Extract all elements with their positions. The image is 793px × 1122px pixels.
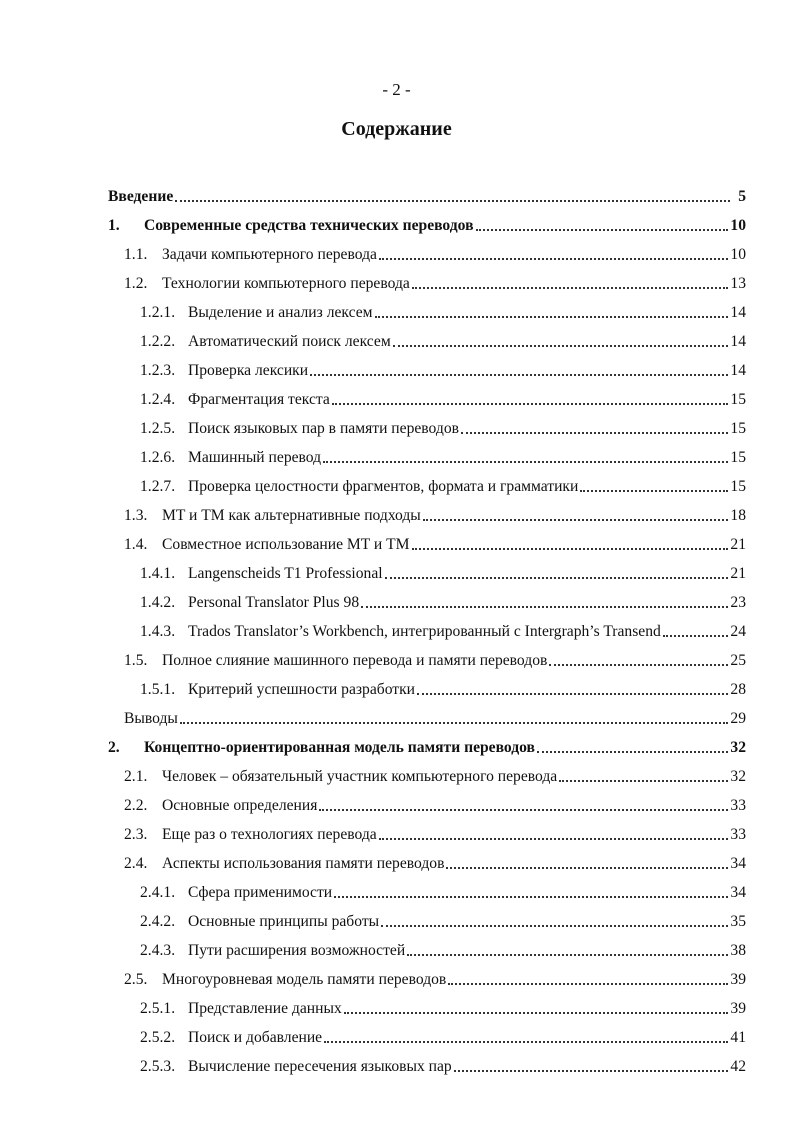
toc-entry-title: Автоматический поиск лексем — [188, 333, 391, 350]
toc-entry[interactable] — [108, 381, 746, 410]
toc-dot-leader — [461, 431, 728, 434]
toc-entry-title: Сфера применимости — [188, 884, 333, 901]
toc-entry[interactable] — [108, 816, 746, 845]
toc-entry-title: Поиск и добавление — [188, 1029, 323, 1046]
toc-entry[interactable] — [108, 613, 746, 642]
toc-entry-page: 15 — [730, 449, 746, 466]
toc-entry[interactable] — [108, 1048, 746, 1077]
toc-dot-leader — [344, 1011, 729, 1014]
toc-entry[interactable] — [108, 323, 746, 352]
toc-entry-number: 1.2.4. — [140, 391, 176, 408]
toc-entry-title: Введение — [108, 188, 174, 205]
toc-entry[interactable] — [108, 555, 746, 584]
toc-entry-title: Основные принципы работы — [188, 913, 380, 930]
toc-entry-page: 15 — [730, 420, 746, 437]
toc-entry-title: Современные средства технических переводов — [144, 217, 474, 234]
toc-dot-leader — [446, 866, 728, 869]
toc-entry-number: 1.1. — [124, 246, 148, 263]
toc-entry-page: 28 — [730, 681, 746, 698]
toc-dot-leader — [381, 924, 728, 927]
toc-entry-page: 25 — [730, 652, 746, 669]
toc-entry-number: 2.4. — [124, 855, 148, 872]
toc-dot-leader — [412, 547, 729, 550]
toc-entry-page: 32 — [730, 768, 746, 785]
toc-entry-title: Выводы — [124, 710, 178, 727]
toc-dot-leader — [324, 1040, 728, 1043]
toc-entry-number: 1.2.5. — [140, 420, 176, 437]
toc-entry[interactable] — [108, 584, 746, 613]
toc-entry[interactable] — [108, 787, 746, 816]
toc-entry[interactable] — [108, 265, 746, 294]
toc-entry-title: Человек – обязательный участник компьютерного перевода — [162, 768, 558, 785]
toc-entry-page: 32 — [730, 739, 746, 756]
toc-dot-leader — [175, 199, 730, 202]
toc-entry-title: Trados Translator’s Workbench, интегрированный с Intergraph’s Transend — [188, 623, 661, 640]
toc-entry-title: Вычисление пересечения языковых пар — [188, 1058, 452, 1075]
toc-entry-number: 1.3. — [124, 507, 148, 524]
toc-entry-number: 1.4. — [124, 536, 148, 553]
toc-entry-number: 2.2. — [124, 797, 148, 814]
toc-dot-leader — [448, 982, 728, 985]
toc-dot-leader — [393, 344, 729, 347]
toc-dot-leader — [417, 692, 728, 695]
toc-entry[interactable] — [108, 874, 746, 903]
toc-dot-leader — [476, 228, 729, 231]
toc-dot-leader — [379, 837, 729, 840]
toc-entry[interactable] — [108, 294, 746, 323]
toc-entry[interactable] — [108, 700, 746, 729]
toc-entry-page: 24 — [730, 623, 746, 640]
toc-entry-number: 2.4.1. — [140, 884, 176, 901]
toc-dot-leader — [332, 402, 729, 405]
toc-entry-number: 2.4.3. — [140, 942, 176, 959]
toc-dot-leader — [549, 663, 728, 666]
toc-entry-page: 15 — [730, 391, 746, 408]
toc-entry-title: Еще раз о технологиях перевода — [162, 826, 377, 843]
toc-dot-leader — [407, 953, 728, 956]
toc-entry[interactable] — [108, 410, 746, 439]
toc-entry-page: 21 — [730, 565, 746, 582]
toc-dot-leader — [361, 605, 728, 608]
toc-entry[interactable] — [108, 729, 746, 758]
toc-entry-title: Поиск языковых пар в памяти переводов — [188, 420, 459, 437]
toc-entry[interactable] — [108, 178, 746, 207]
toc-entry-number: 2. — [108, 739, 120, 756]
toc-entry[interactable] — [108, 1019, 746, 1048]
toc-entry-page: 14 — [730, 333, 746, 350]
toc-dot-leader — [580, 489, 728, 492]
toc-entry-page: 13 — [730, 275, 746, 292]
toc-entry-number: 1.4.3. — [140, 623, 176, 640]
toc-entry-title: MT и TM как альтернативные подходы — [162, 507, 421, 524]
toc-entry-page: 23 — [730, 594, 746, 611]
toc-entry-number: 1.4.1. — [140, 565, 176, 582]
toc-entry-page: 42 — [730, 1058, 746, 1075]
toc-entry[interactable] — [108, 671, 746, 700]
toc-entry-page: 29 — [730, 710, 746, 727]
toc-entry-title: Langenscheids T1 Professional — [188, 565, 383, 582]
toc-entry[interactable] — [108, 352, 746, 381]
toc-dot-leader — [537, 750, 728, 753]
toc-entry-page: 33 — [730, 826, 746, 843]
toc-dot-leader — [323, 460, 728, 463]
toc-entry-title: Технологии компьютерного перевода — [162, 275, 410, 292]
toc-entry[interactable] — [108, 932, 746, 961]
toc-entry-number: 2.3. — [124, 826, 148, 843]
toc-entry[interactable] — [108, 903, 746, 932]
toc-entry-page: 14 — [730, 304, 746, 321]
toc-entry-title: Многоуровневая модель памяти переводов — [162, 971, 447, 988]
toc-entry-number: 1.2.3. — [140, 362, 176, 379]
toc-entry-number: 1.2.1. — [140, 304, 176, 321]
toc-dot-leader — [385, 576, 729, 579]
toc-dot-leader — [334, 895, 728, 898]
toc-entry-page: 10 — [730, 246, 746, 263]
toc-entry-title: Фрагментация текста — [188, 391, 330, 408]
toc-entry-page: 34 — [730, 884, 746, 901]
toc-entry-page: 39 — [730, 1000, 746, 1017]
toc-entry-number: 1.5.1. — [140, 681, 176, 698]
toc-entry[interactable] — [108, 961, 746, 990]
toc-dot-leader — [319, 808, 728, 811]
table-of-contents — [108, 178, 746, 1077]
toc-entry-page: 15 — [730, 478, 746, 495]
toc-entry-number: 1.2.7. — [140, 478, 176, 495]
toc-entry-title: Проверка лексики — [188, 362, 309, 379]
page-number: - 2 - — [382, 80, 411, 99]
toc-entry-title: Задачи компьютерного перевода — [162, 246, 377, 263]
toc-entry-title: Аспекты использования памяти переводов — [162, 855, 445, 872]
toc-entry-page: 14 — [730, 362, 746, 379]
toc-entry-page: 10 — [730, 217, 746, 234]
toc-entry-page: 5 — [738, 188, 746, 205]
toc-entry[interactable] — [108, 207, 746, 236]
toc-dot-leader — [310, 373, 728, 376]
toc-entry-number: 2.5.1. — [140, 1000, 176, 1017]
toc-entry-number: 1.4.2. — [140, 594, 176, 611]
toc-entry-title: Проверка целостности фрагментов, формата и грамматики — [188, 478, 579, 495]
toc-entry-title: Машинный перевод — [188, 449, 322, 466]
toc-entry-title: Представление данных — [188, 1000, 342, 1017]
toc-entry-title: Концептно-ориентированная модель памяти переводов — [144, 739, 535, 756]
toc-entry-page: 34 — [730, 855, 746, 872]
toc-entry-number: 1.2.2. — [140, 333, 176, 350]
toc-entry-title: Personal Translator Plus 98 — [188, 594, 360, 611]
toc-entry-page: 18 — [730, 507, 746, 524]
toc-dot-leader — [454, 1069, 729, 1072]
toc-entry[interactable] — [108, 468, 746, 497]
toc-entry[interactable] — [108, 990, 746, 1019]
toc-entry[interactable] — [108, 758, 746, 787]
toc-entry[interactable] — [108, 439, 746, 468]
toc-dot-leader — [559, 779, 728, 782]
toc-entry-number: 1. — [108, 217, 120, 234]
toc-entry-page: 38 — [730, 942, 746, 959]
toc-dot-leader — [375, 315, 729, 318]
toc-entry[interactable] — [108, 497, 746, 526]
toc-dot-leader — [379, 257, 728, 260]
toc-dot-leader — [663, 634, 729, 637]
toc-entry-title: Выделение и анализ лексем — [188, 304, 373, 321]
toc-entry-title: Совместное использование MT и TM — [162, 536, 410, 553]
toc-dot-leader — [180, 721, 729, 724]
toc-entry-title: Основные определения — [162, 797, 318, 814]
toc-entry-number: 2.4.2. — [140, 913, 176, 930]
toc-entry-title: Полное слияние машинного перевода и памяти переводов — [162, 652, 548, 669]
toc-entry[interactable] — [108, 642, 746, 671]
toc-entry-number: 2.5. — [124, 971, 148, 988]
toc-title: Содержание — [341, 118, 452, 140]
toc-entry-number: 1.2. — [124, 275, 148, 292]
toc-entry-title: Критерий успешности разработки — [188, 681, 416, 698]
toc-entry-page: 39 — [730, 971, 746, 988]
toc-entry[interactable] — [108, 845, 746, 874]
toc-entry[interactable] — [108, 526, 746, 555]
toc-entry-number: 1.2.6. — [140, 449, 176, 466]
toc-entry-number: 1.5. — [124, 652, 148, 669]
toc-dot-leader — [412, 286, 729, 289]
toc-entry-number: 2.1. — [124, 768, 148, 785]
toc-entry[interactable] — [108, 236, 746, 265]
toc-entry-number: 2.5.3. — [140, 1058, 176, 1075]
toc-entry-page: 35 — [730, 913, 746, 930]
toc-entry-number: 2.5.2. — [140, 1029, 176, 1046]
toc-dot-leader — [423, 518, 729, 521]
toc-entry-title: Пути расширения возможностей — [188, 942, 406, 959]
toc-entry-page: 33 — [730, 797, 746, 814]
toc-entry-page: 41 — [730, 1029, 746, 1046]
toc-entry-page: 21 — [730, 536, 746, 553]
